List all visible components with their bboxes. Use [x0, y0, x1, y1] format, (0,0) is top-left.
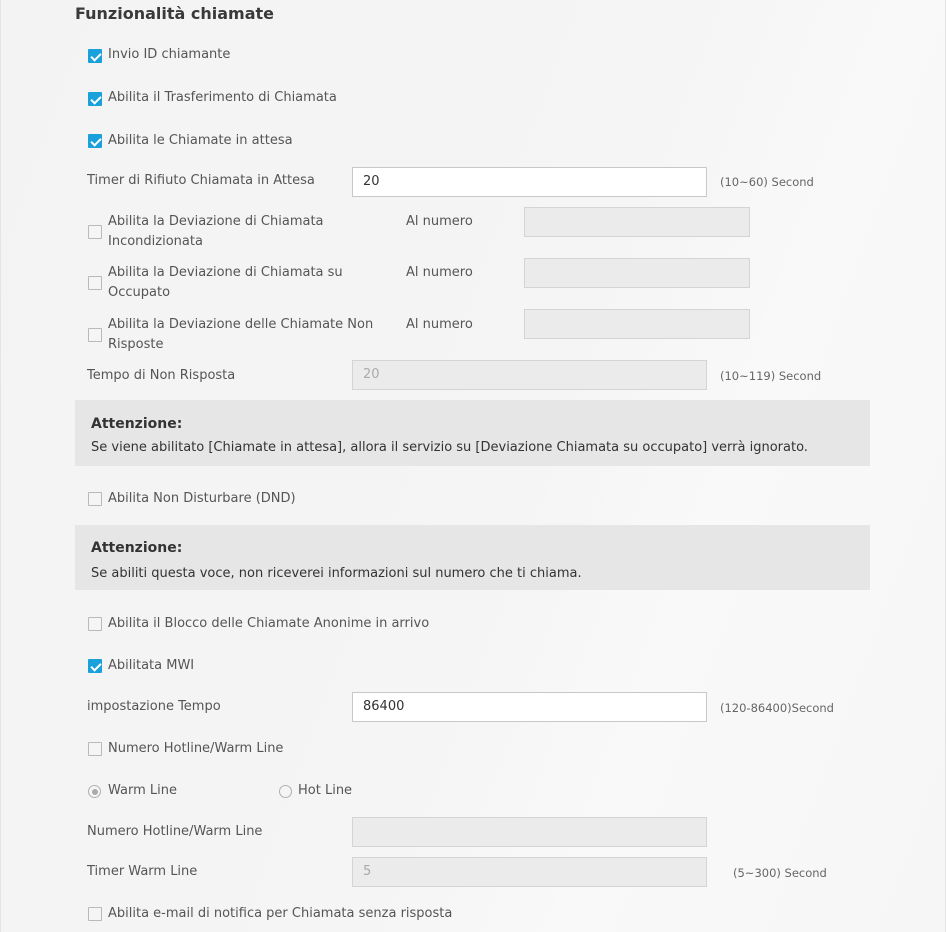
forward-busy-label-line1: Abilita la Deviazione di Chiamata su	[108, 265, 343, 280]
forward-unconditional-label-line2: Incondizionata	[108, 234, 203, 249]
forward-no-answer-checkbox[interactable]	[88, 328, 102, 342]
call-transfer-checkbox[interactable]	[88, 92, 102, 106]
forward-no-answer-to-label: Al numero	[406, 317, 473, 332]
forward-unconditional-label-line1: Abilita la Deviazione di Chiamata	[108, 214, 324, 229]
warm-timer-unit: (5~300) Second	[733, 866, 827, 880]
warning-note-dnd	[75, 525, 870, 590]
mwi-label: Abilitata MWI	[108, 658, 195, 673]
hotline-number-input[interactable]	[352, 817, 707, 847]
forward-unconditional-number-input[interactable]	[524, 207, 750, 237]
warning-note-title: Attenzione:	[91, 416, 183, 432]
mwi-time-input[interactable]: 86400	[352, 692, 707, 722]
hotline-checkbox[interactable]	[88, 742, 102, 756]
call-waiting-checkbox[interactable]	[88, 134, 102, 148]
missed-email-checkbox[interactable]	[88, 907, 102, 921]
anonymous-block-label: Abilita il Blocco delle Chiamate Anonime in arrivo	[108, 616, 430, 631]
hot-line-radio[interactable]	[279, 785, 292, 798]
missed-email-label: Abilita e-mail di notifica per Chiamata senza risposta	[108, 906, 453, 921]
call-waiting-timer-input[interactable]: 20	[352, 167, 707, 197]
forward-busy-to-label: Al numero	[406, 265, 473, 280]
warm-timer-input[interactable]: 5	[352, 857, 707, 887]
mwi-time-label: impostazione Tempo	[87, 699, 221, 714]
no-answer-time-unit: (10~119) Second	[720, 369, 822, 383]
forward-busy-label-line2: Occupato	[108, 285, 171, 300]
warning-note-text: Se abiliti questa voce, non riceverei informazioni sul numero che ti chiama.	[91, 566, 582, 581]
caller-id-label: Invio ID chiamante	[108, 47, 231, 62]
dnd-checkbox[interactable]	[88, 492, 102, 506]
call-waiting-timer-label: Timer di Rifiuto Chiamata in Attesa	[87, 173, 315, 188]
no-answer-time-input[interactable]: 20	[352, 360, 707, 390]
mwi-time-unit: (120-86400)Second	[720, 701, 834, 715]
warm-timer-label: Timer Warm Line	[87, 864, 198, 879]
hotline-label: Numero Hotline/Warm Line	[108, 741, 284, 756]
forward-no-answer-label-line1: Abilita la Deviazione delle Chiamate Non	[108, 317, 374, 332]
call-waiting-timer-unit: (10~60) Second	[720, 175, 814, 189]
warning-note-call-waiting	[75, 400, 870, 466]
forward-busy-checkbox[interactable]	[88, 276, 102, 290]
forward-no-answer-number-input[interactable]	[524, 309, 750, 339]
forward-unconditional-to-label: Al numero	[406, 214, 473, 229]
forward-busy-number-input[interactable]	[524, 258, 750, 288]
forward-unconditional-checkbox[interactable]	[88, 225, 102, 239]
forward-no-answer-label-line2: Risposte	[108, 337, 164, 352]
hot-line-label: Hot Line	[298, 783, 353, 798]
anonymous-block-checkbox[interactable]	[88, 617, 102, 631]
hotline-number-label: Numero Hotline/Warm Line	[87, 824, 263, 839]
dnd-label: Abilita Non Disturbare (DND)	[108, 491, 296, 506]
warm-line-label: Warm Line	[108, 783, 177, 798]
mwi-checkbox[interactable]	[88, 659, 102, 673]
warning-note-title: Attenzione:	[91, 540, 183, 556]
caller-id-checkbox[interactable]	[88, 49, 102, 63]
section-title: Funzionalità chiamate	[75, 4, 274, 23]
warning-note-text: Se viene abilitato [Chiamate in attesa], allora il servizio su [Deviazione Chiamata su occupato] verrà ignorato.	[91, 440, 808, 455]
warm-line-radio[interactable]	[88, 785, 101, 798]
call-transfer-label: Abilita il Trasferimento di Chiamata	[108, 90, 337, 105]
no-answer-time-label: Tempo di Non Risposta	[87, 368, 236, 383]
call-waiting-label: Abilita le Chiamate in attesa	[108, 133, 293, 148]
